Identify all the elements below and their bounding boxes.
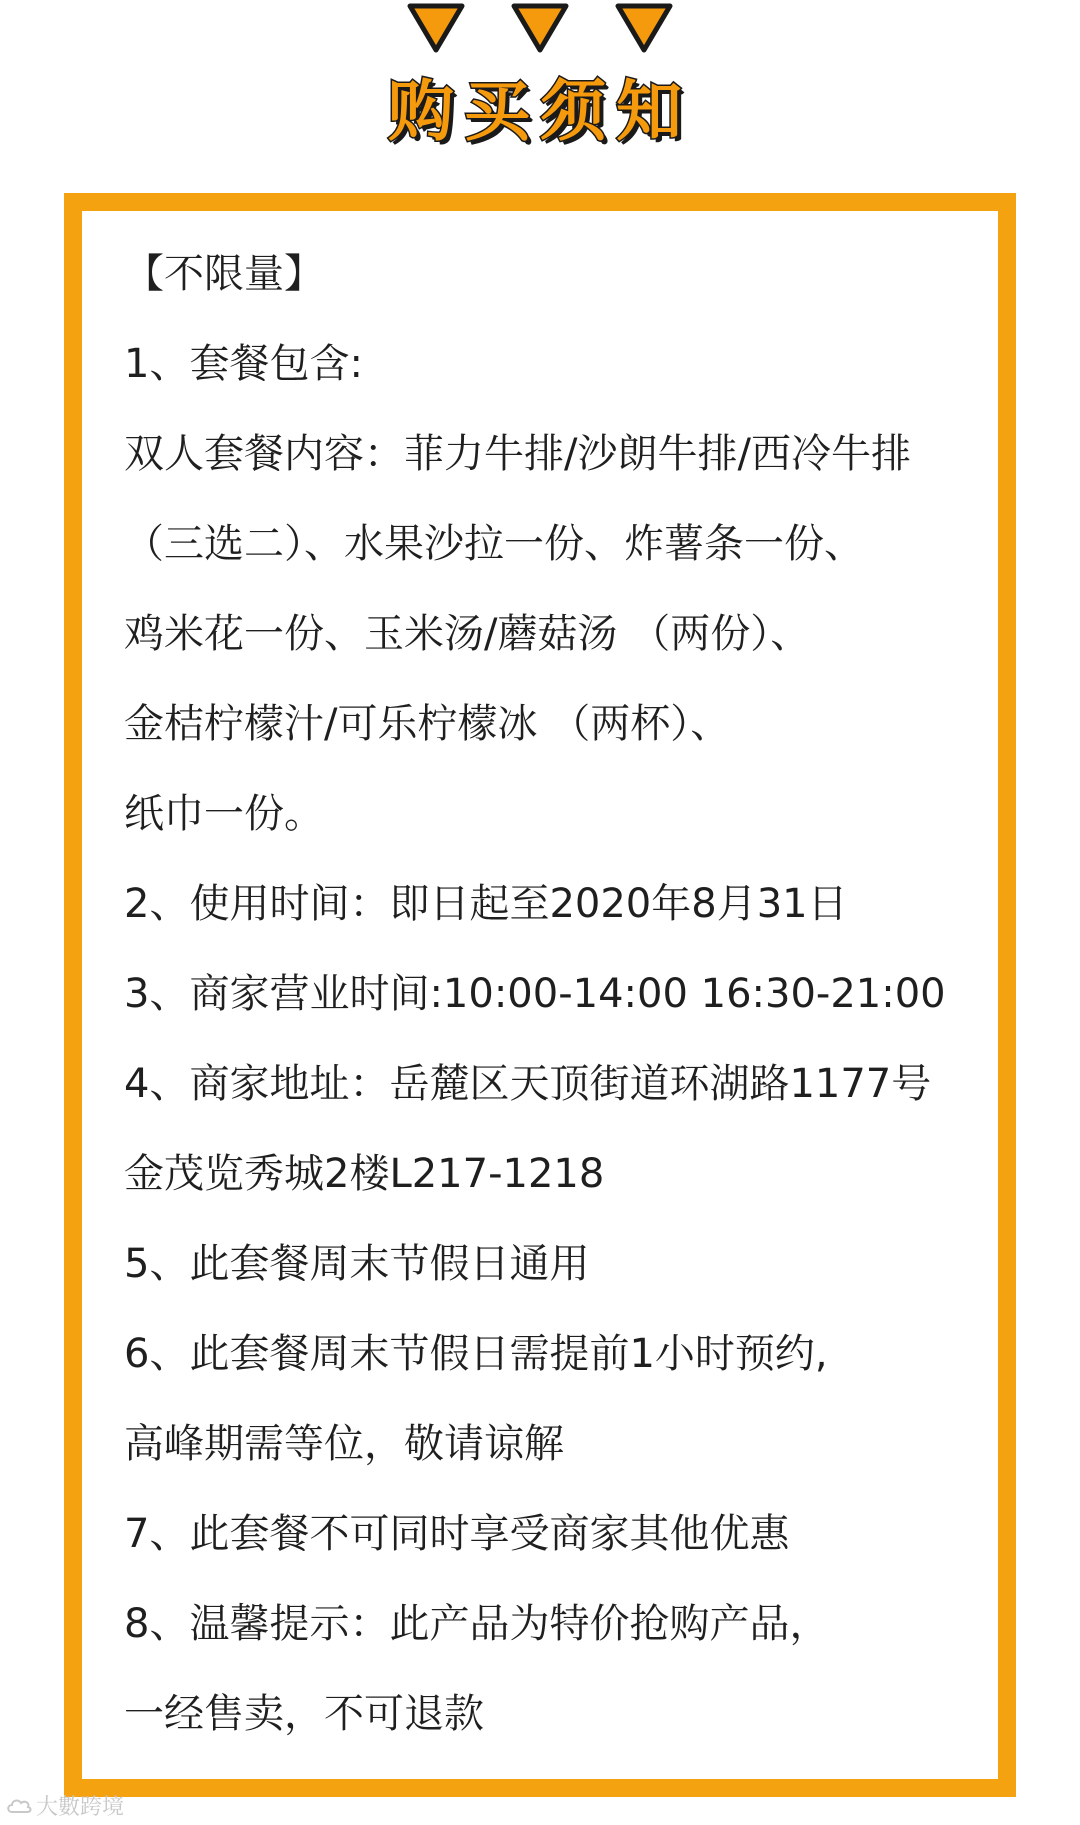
notice-line: 纸巾一份。	[124, 791, 324, 837]
down-arrow-icon	[510, 2, 570, 54]
title-wrapper	[0, 72, 1080, 152]
notice-line: （三选二）、水果沙拉一份、炸薯条一份、	[124, 521, 864, 567]
notice-line: 金茂览秀城2楼L217-1218	[124, 1151, 605, 1197]
notice-line: 4、商家地址：岳麓区天顶街道环湖路1177号	[124, 1061, 932, 1107]
decorative-arrows	[0, 0, 1080, 60]
notice-lines	[124, 229, 978, 1759]
down-arrow-icon	[614, 2, 674, 54]
watermark-text: 大數跨境	[36, 1795, 125, 1820]
notice-line: 2、使用时间：即日起至2020年8月31日	[124, 881, 848, 927]
notice-line: 1、套餐包含:	[124, 341, 363, 387]
purchase-notice-card	[64, 193, 1016, 1797]
notice-line: 8、温馨提示：此产品为特价抢购产品，	[124, 1601, 830, 1647]
notice-line: 【不限量】	[124, 251, 324, 297]
down-arrow-icon	[406, 2, 466, 54]
cloud-logo-icon	[6, 1797, 32, 1815]
notice-line: 鸡米花一份、玉米汤/蘑菇汤 （两份）、	[124, 611, 811, 657]
notice-line: 6、此套餐周末节假日需提前1小时预约,	[124, 1331, 828, 1377]
notice-line: 双人套餐内容：菲力牛排/沙朗牛排/西冷牛排	[124, 431, 911, 477]
notice-line: 5、此套餐周末节假日通用	[124, 1241, 590, 1287]
notice-line: 金桔柠檬汁/可乐柠檬冰 （两杯）、	[124, 701, 731, 747]
notice-line: 7、此套餐不可同时享受商家其他优惠	[124, 1511, 790, 1557]
page-title: 购买须知	[388, 73, 692, 150]
watermark	[6, 1790, 124, 1821]
notice-line: 一经售卖，不可退款	[124, 1691, 484, 1737]
notice-line: 高峰期需等位，敬请谅解	[124, 1421, 564, 1467]
notice-line: 3、商家营业时间:10:00-14:00 16:30-21:00	[124, 971, 946, 1017]
